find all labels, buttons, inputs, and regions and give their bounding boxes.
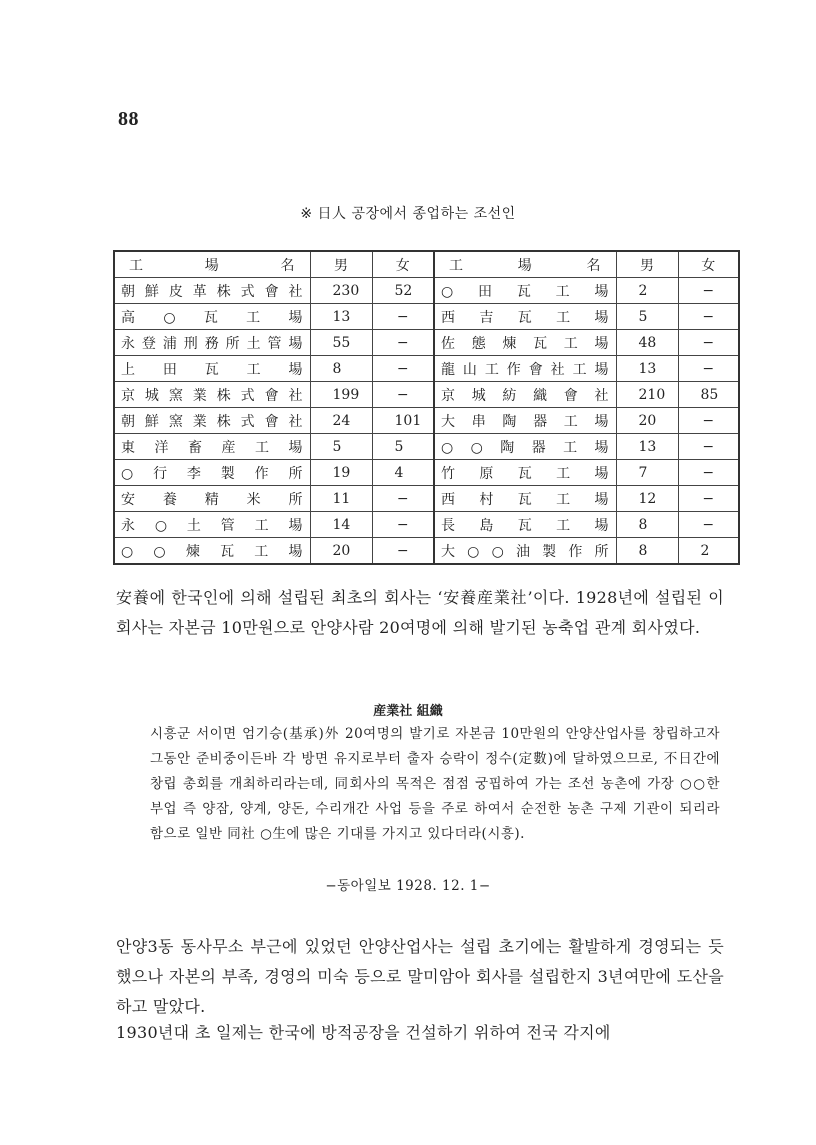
female-count-right: − — [678, 434, 739, 460]
factory-name-right: 竹 原 瓦 工 場 — [434, 460, 616, 486]
female-count-left: − — [372, 512, 434, 538]
factory-name-left: 永登浦刑務所土管場 — [114, 330, 310, 356]
factory-name-right: 西 吉 瓦 工 場 — [434, 304, 616, 330]
header-male-left: 男 — [310, 251, 372, 278]
factory-name-right: 佐 態 煉 瓦 工 場 — [434, 330, 616, 356]
male-count-left: 199 — [310, 382, 372, 408]
female-count-left: − — [372, 382, 434, 408]
table-row — [114, 356, 739, 382]
factory-name-left: 東 洋 畜 産 工 場 — [114, 434, 310, 460]
article-title: 産業社 組織 — [373, 704, 443, 719]
factory-name-left: 上 田 瓦 工 場 — [114, 356, 310, 382]
male-count-right: 13 — [616, 434, 678, 460]
article-source: −동아일보 1928. 12. 1− — [325, 878, 491, 894]
female-count-right: − — [678, 460, 739, 486]
female-count-right: 85 — [678, 382, 739, 408]
factory-name-left: 永 ○ 土 管 工 場 — [114, 512, 310, 538]
male-count-right: 2 — [616, 278, 678, 304]
header-female-left: 女 — [372, 251, 434, 278]
female-count-right: − — [678, 408, 739, 434]
male-count-left: 13 — [310, 304, 372, 330]
factory-name-right: ○ ○ 陶 器 工 場 — [434, 434, 616, 460]
female-count-left: 4 — [372, 460, 434, 486]
paragraph-anyang-first-company: 安養에 한국인에 의해 설립된 최초의 회사는 ‘安養産業社’이다. 1928년에 설립된 이 회사는 자본금 10만원으로 안양사람 20여명에 의해 발기된 농축업 관계 회사였다. — [116, 588, 724, 637]
factory-name-right: 京 城 紡 織 會 社 — [434, 382, 616, 408]
factory-name-left: 京城窯業株式會社 — [114, 382, 310, 408]
male-count-right: 8 — [616, 538, 678, 565]
female-count-left: − — [372, 356, 434, 382]
male-count-left: 24 — [310, 408, 372, 434]
header-male-right: 男 — [616, 251, 678, 278]
male-count-left: 20 — [310, 538, 372, 565]
table-row — [114, 460, 739, 486]
table-row — [114, 538, 739, 565]
male-count-right: 8 — [616, 512, 678, 538]
male-count-right: 20 — [616, 408, 678, 434]
table-row — [114, 512, 739, 538]
male-count-right: 5 — [616, 304, 678, 330]
factory-name-left: 安 養 精 米 所 — [114, 486, 310, 512]
female-count-right: − — [678, 512, 739, 538]
female-count-left: − — [372, 538, 434, 565]
female-count-right: − — [678, 278, 739, 304]
article-body: 시흥군 서이면 엄기승(基承)外 20여명의 발기로 자본금 10만원의 안양산업사를 창립하고자 그동안 준비중이든바 각 방면 유지로부터 출자 승락이 정수(定數)에 달하였으므로, 不日간에 창립 총회를 개최하리라는데, 同회사의 목적은 점점 궁핍하여 가는 조선 농촌에 가장 ○○한 부업 즉 양잠, 양계, 양돈, 수리개간 사업 등을 주로 하여서 순전한 농촌 구제 기관이 되리라 함으로 일반 同社 ○生에 많은 기대를 가지고 있다더라(시흥). — [150, 726, 720, 842]
table-row — [114, 330, 739, 356]
male-count-left: 8 — [310, 356, 372, 382]
female-count-right: − — [678, 356, 739, 382]
factory-name-right: 西 村 瓦 工 場 — [434, 486, 616, 512]
female-count-left: 52 — [372, 278, 434, 304]
female-count-left: 5 — [372, 434, 434, 460]
female-count-left: 101 — [372, 408, 434, 434]
factory-name-right: 大 串 陶 器 工 場 — [434, 408, 616, 434]
male-count-right: 210 — [616, 382, 678, 408]
male-count-right: 7 — [616, 460, 678, 486]
table-header-row — [114, 251, 739, 278]
header-female-right: 女 — [678, 251, 739, 278]
header-factory-name-left: 工 場 名 — [114, 251, 310, 278]
factory-name-right: ○ 田 瓦 工 場 — [434, 278, 616, 304]
male-count-left: 230 — [310, 278, 372, 304]
factory-name-left: 朝鮮皮革株式會社 — [114, 278, 310, 304]
factory-name-right: 龍山工作會社工場 — [434, 356, 616, 382]
header-factory-name-right: 工 場 名 — [434, 251, 616, 278]
factory-employment-table — [113, 250, 740, 565]
male-count-left: 11 — [310, 486, 372, 512]
male-count-right: 13 — [616, 356, 678, 382]
table-row — [114, 434, 739, 460]
table-row — [114, 382, 739, 408]
male-count-right: 48 — [616, 330, 678, 356]
table-row — [114, 304, 739, 330]
female-count-right: − — [678, 330, 739, 356]
factory-name-left: ○ 行 李 製 作 所 — [114, 460, 310, 486]
factory-name-right: 大 ○ ○ 油 製 作 所 — [434, 538, 616, 565]
factory-name-left: ○ ○ 煉 瓦 工 場 — [114, 538, 310, 565]
factory-name-right: 長 島 瓦 工 場 — [434, 512, 616, 538]
female-count-right: 2 — [678, 538, 739, 565]
male-count-left: 19 — [310, 460, 372, 486]
table-title: ※ 日人 공장에서 종업하는 조선인 — [300, 206, 516, 222]
female-count-left: − — [372, 486, 434, 512]
factory-name-left: 朝鮮窯業株式會社 — [114, 408, 310, 434]
paragraph-1930s-spinning-mills: 1930년대 초 일제는 한국에 방적공장을 건설하기 위하여 전국 각지에 — [116, 1023, 611, 1042]
female-count-left: − — [372, 304, 434, 330]
page-number: 88 — [118, 108, 139, 130]
male-count-left: 5 — [310, 434, 372, 460]
male-count-right: 12 — [616, 486, 678, 512]
table-row — [114, 278, 739, 304]
table-row — [114, 486, 739, 512]
female-count-left: − — [372, 330, 434, 356]
table-row — [114, 408, 739, 434]
paragraph-anyang-company-bankruptcy: 안양3동 동사무소 부근에 있었던 안양산업사는 설립 초기에는 활발하게 경영되는 듯 했으나 자본의 부족, 경영의 미숙 등으로 말미암아 회사를 설립한지 3년여만에 도산을 하고 말았다. — [116, 937, 724, 1016]
female-count-right: − — [678, 486, 739, 512]
male-count-left: 55 — [310, 330, 372, 356]
male-count-left: 14 — [310, 512, 372, 538]
female-count-right: − — [678, 304, 739, 330]
factory-name-left: 高 ○ 瓦 工 場 — [114, 304, 310, 330]
